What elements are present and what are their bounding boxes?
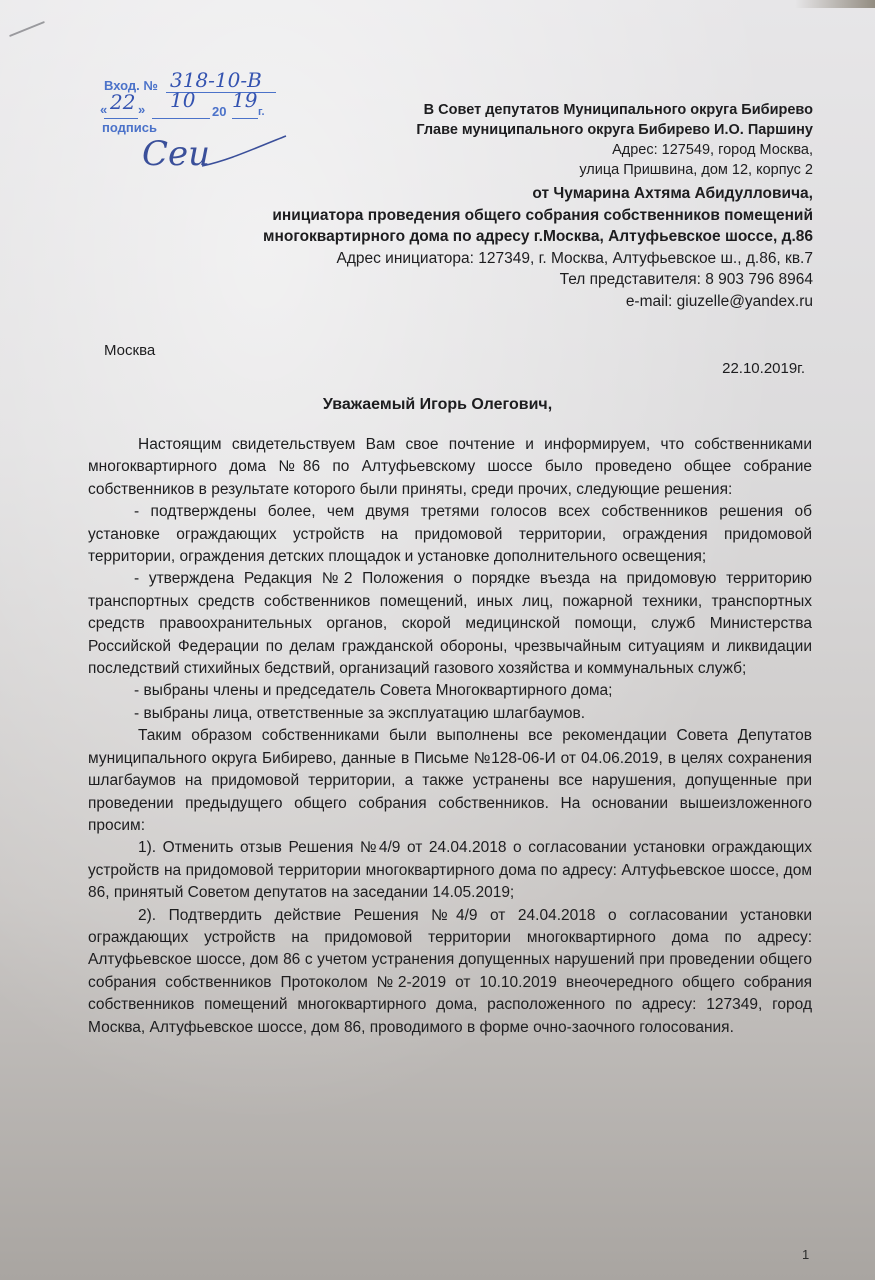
- sender-name: от Чумарина Ахтяма Абидулловича,: [532, 185, 813, 202]
- pen-mark: [9, 21, 45, 37]
- page-number: 1: [802, 1247, 810, 1262]
- signature: Сеи: [142, 134, 211, 174]
- letter-body: [88, 434, 812, 1039]
- incoming-number-label: Вход. №: [104, 78, 158, 93]
- quote-close: »: [138, 102, 146, 117]
- sender-block: [263, 183, 813, 312]
- paragraph-conclusion: Таким образом собственниками были выполнены все рекомендации Совета Депутатов муниципального округа Бибирево, данные в Письме №128-06-И от 04.06.2019, в целях сохранения шлагбаумов на придомовой территории, а также устранены все нарушения, допущенные при проведении предыдущего общего собрания собственников. На основании вышеизложенного просим:: [88, 727, 812, 834]
- signature-stroke: [200, 132, 290, 172]
- recipient-address-2: улица Пришвина, дом 12, корпус 2: [579, 162, 813, 178]
- stamp-year: 19: [232, 88, 258, 112]
- day-underline: [104, 118, 138, 119]
- sender-phone: Тел представителя: 8 903 796 8964: [559, 271, 813, 288]
- recipient-block: [416, 100, 813, 180]
- page-edge-shadow: [795, 0, 875, 8]
- decision-item: - подтверждены более, чем двумя третями голосов всех собственников решения об установке ограждающих устройств на придомовой территории, ограждения придомовой территории, ограждения детских площадок и установке дополнительного освещения;: [88, 503, 812, 566]
- stamp-month: 10: [170, 88, 196, 112]
- paragraph-intro: Настоящим свидетельствуем Вам свое почтение и информируем, что собственниками многоквартирного дома №86 по Алтуфьевскому шоссе было проведено общее собрание собственников в результате которого были приняты, среди прочих, следующие решения:: [88, 436, 812, 498]
- recipient-head: Главе муниципального округа Бибирево И.О. Паршину: [416, 122, 813, 138]
- stamp-day: 22: [110, 90, 136, 114]
- recipient-address-1: Адрес: 127549, город Москва,: [612, 142, 813, 158]
- decision-item: - утверждена Редакция №2 Положения о порядке въезда на придомовую территорию транспортных средств собственников помещений, иных лиц, пожарной техники, транспортных средств правоохранительных органов, скорой медицинской помощи, служб Министерства Российской Федерации по делам гражданской обороны, чрезвычайным ситуациям и ликвидации последствий стихийных бедствий, организаций газового хозяйства и коммунальных служб;: [88, 570, 812, 678]
- recipient-council: В Совет депутатов Муниципального округа Бибирево: [423, 102, 813, 118]
- sender-email: e-mail: giuzelle@yandex.ru: [625, 292, 813, 310]
- year-prefix: 20: [212, 104, 227, 119]
- decision-item: - выбраны лица, ответственные за эксплуатацию шлагбаумов.: [134, 704, 586, 722]
- year-underline: [232, 118, 258, 119]
- place: Москва: [104, 342, 156, 359]
- signature-label: подпись: [102, 120, 157, 135]
- decision-item: - выбраны члены и председатель Совета Многоквартирного дома;: [134, 682, 613, 700]
- request-item: 1). Отменить отзыв Решения №4/9 от 24.04.2018 о согласовании установки ограждающих устройств на придомовой территории многоквартирного дома по адресу: Алтуфьевское шоссе, дом 86, принятый Советом депутатов на заседании 14.05.2019;: [88, 839, 812, 902]
- incoming-number: 318-10-В: [170, 68, 262, 92]
- sender-address: Адрес инициатора: 127349, г. Москва, Алтуфьевское ш., д.86, кв.7: [336, 249, 813, 267]
- incoming-stamp: [100, 70, 300, 190]
- salutation: Уважаемый Игорь Олегович,: [322, 396, 553, 413]
- sender-role-1: инициатора проведения общего собрания собственников помещений: [272, 206, 813, 224]
- sender-role-2: многоквартирного дома по адресу г.Москва, Алтуфьевское шоссе, д.86: [263, 228, 813, 245]
- request-item: 2). Подтвердить действие Решения №4/9 от 24.04.2018 о согласовании установки ограждающих устройств на придомовой территории многоквартирного дома по адресу: Алтуфьевское шоссе, дом 86 с учетом устранения допущенных нарушений при проведении общего собрания собственников Протоколом №2-2019 от 10.10.2019 внеочередного общего собрания собственников помещений многоквартирного дома, расположенного по адресу: 127349, город Москва, Алтуфьевское шоссе, дом 86, проводимого в форме очно-заочного голосования.: [88, 906, 812, 1036]
- letter-date: 22.10.2019г.: [722, 360, 805, 377]
- year-unit: г.: [258, 106, 265, 118]
- month-underline: [152, 118, 210, 119]
- quote-open: «: [100, 102, 108, 117]
